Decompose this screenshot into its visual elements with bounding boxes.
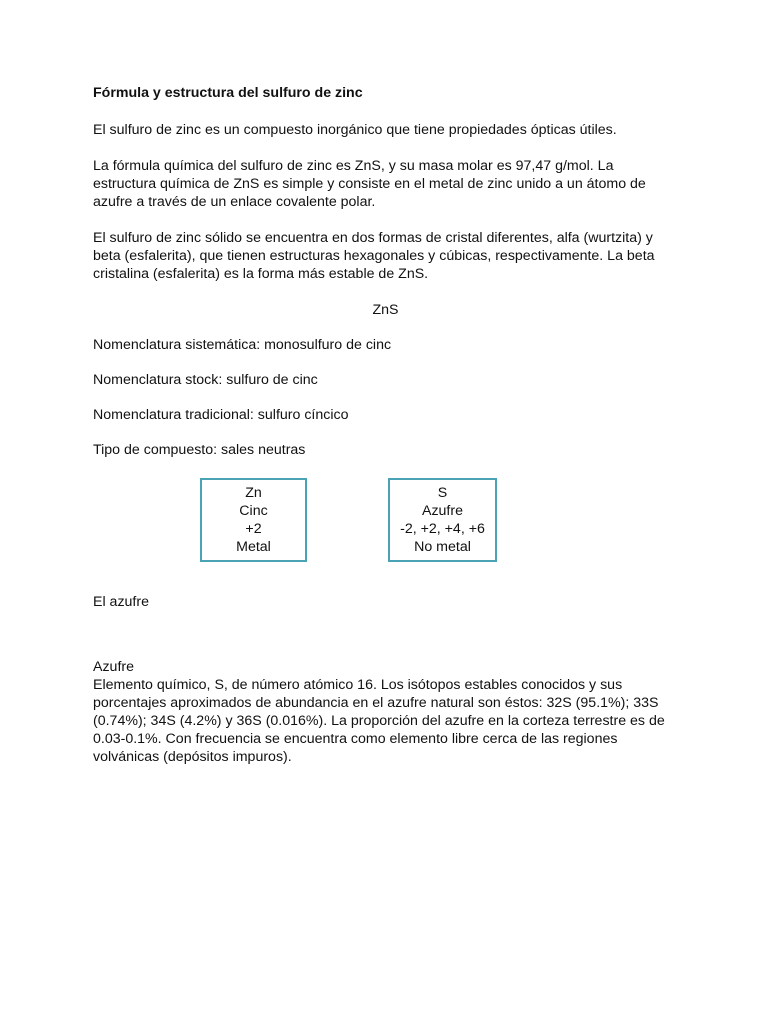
element-type: Metal — [236, 539, 271, 555]
crystal-forms-paragraph: El sulfuro de zinc sólido se encuentra en dos formas de cristal diferentes, alfa (wurtzita) y beta (esfalerita), que tienen estructuras hexagonales y cúbicas, respectivamente. La beta cristalina (esfalerita) es la forma más estable de ZnS. — [93, 230, 655, 282]
compound-type: Tipo de compuesto: sales neutras — [93, 442, 306, 458]
sulfur-section — [93, 658, 678, 766]
nomenclature-systematic: Nomenclatura sistemática: monosulfuro de cinc — [93, 337, 392, 353]
formula-paragraph: La fórmula química del sulfuro de zinc es ZnS, y su masa molar es 97,47 g/mol. La estructura química de ZnS es simple y consiste en el metal de zinc unido a un átomo de azufre a través de un enlace covalente polar. — [93, 158, 646, 210]
element-name: Azufre — [421, 503, 463, 519]
sulfur-heading: El azufre — [93, 594, 149, 610]
element-symbol: Zn — [245, 485, 262, 501]
sulfur-subheading: Azufre — [93, 659, 135, 675]
sulfur-paragraph: Elemento químico, S, de número atómico 16. Los isótopos estables conocidos y sus porcentajes aproximados de abundancia en el azufre natural son éstos: 32S (95.1%); 33S (0.74%); 34S (4.2%) y 36S (0.016%). La proporción del azufre en la corteza terrestre es de 0.03-0.1%. Con frecuencia se encuentra como elemento libre cerca de las regiones volvánicas (depósitos impuros). — [93, 677, 665, 765]
element-box-sulfur — [388, 478, 497, 562]
intro-paragraph: El sulfuro de zinc es un compuesto inorgánico que tiene propiedades ópticas útiles. — [93, 122, 617, 138]
element-type: No metal — [414, 539, 471, 555]
document-title: Fórmula y estructura del sulfuro de zinc — [93, 85, 363, 101]
document-page — [93, 84, 678, 766]
element-valence: -2, +2, +4, +6 — [400, 521, 485, 537]
element-box-zinc — [200, 478, 307, 562]
nomenclature-traditional: Nomenclatura tradicional: sulfuro cíncico — [93, 407, 349, 423]
element-name: Cinc — [239, 503, 268, 519]
element-symbol: S — [437, 485, 448, 501]
element-boxes — [93, 478, 678, 566]
nomenclature-stock: Nomenclatura stock: sulfuro de cinc — [93, 372, 318, 388]
chemical-formula: ZnS — [372, 302, 399, 318]
element-valence: +2 — [245, 521, 262, 537]
